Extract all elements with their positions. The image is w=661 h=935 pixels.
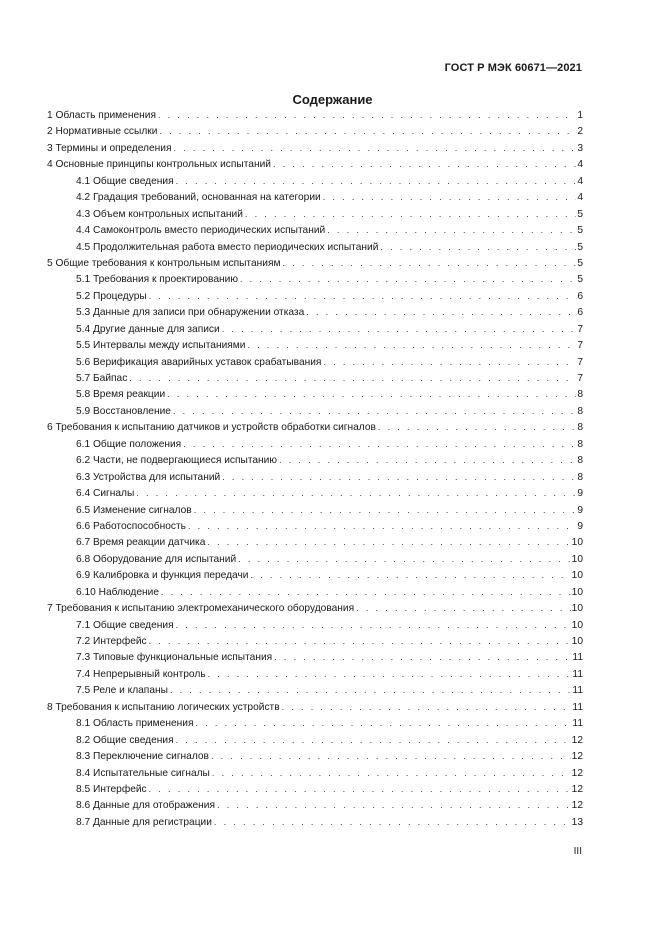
toc-entry[interactable] (47, 156, 583, 172)
toc-dot-leader (217, 797, 571, 813)
toc-entry-title: 7.4 Непрерывный контроль (76, 668, 206, 680)
toc-entry[interactable] (47, 469, 583, 485)
toc-entry-page: 10 (571, 537, 583, 549)
toc-dot-leader (207, 534, 570, 550)
toc-entry-title: 7.3 Типовые функциональные испытания (76, 652, 273, 664)
toc-entry[interactable] (47, 567, 583, 583)
toc-dot-leader (176, 732, 571, 748)
toc-entry[interactable] (47, 551, 583, 567)
toc-dot-leader (194, 502, 577, 518)
toc-dot-leader (240, 271, 576, 287)
toc-entry-title: 8.5 Интерфейс (76, 783, 147, 795)
toc-dot-leader (170, 682, 571, 698)
toc-entry-page: 9 (577, 488, 583, 500)
toc-entry-title: 4.2 Градация требований, основанная на категории (76, 192, 321, 204)
toc-entry-title: 7.1 Общие сведения (76, 619, 174, 631)
toc-entry-title: 6.7 Время реакции датчика (76, 537, 206, 549)
toc-dot-leader (222, 469, 576, 485)
toc-entry-page: 4 (577, 159, 583, 171)
toc-entry[interactable] (47, 386, 583, 402)
toc-entry-page: 10 (571, 570, 583, 582)
toc-entry-title: 6.5 Изменение сигналов (76, 504, 192, 516)
toc-entry-page: 6 (577, 290, 583, 302)
toc-dot-leader (323, 189, 577, 205)
toc-entry-page: 10 (571, 636, 583, 647)
toc-entry-page: 9 (577, 520, 583, 532)
toc-entry-page: 6 (577, 307, 583, 319)
toc-dot-leader (149, 633, 571, 649)
toc-entry-title: 8 Требования к испытанию логических устройств (47, 701, 280, 713)
toc-entry-title: 6.10 Наблюдение (76, 586, 160, 598)
toc-entry-title: 8.2 Общие сведения (76, 734, 174, 746)
toc-entry[interactable] (47, 452, 583, 468)
toc-entry-title: 5.4 Другие данные для записи (76, 323, 220, 335)
toc-dot-leader (211, 748, 571, 764)
toc-entry[interactable] (47, 715, 583, 731)
toc-entry[interactable] (47, 189, 583, 205)
toc-entry-page: 13 (571, 816, 583, 828)
toc-entry-title: 4 Основные принципы контрольных испытаний (47, 159, 271, 171)
toc-dot-leader (273, 156, 576, 172)
toc-dot-leader (251, 567, 571, 583)
document-code: ГОСТ Р МЭК 60671—2021 (444, 62, 582, 74)
toc-entry-page: 5 (577, 241, 583, 253)
toc-entry-page: 8 (577, 405, 583, 417)
toc-dot-leader (306, 304, 576, 320)
toc-entry[interactable] (47, 485, 583, 501)
toc-entry-title: 8.4 Испытательные сигналы (76, 767, 210, 779)
toc-entry-page: 10 (571, 586, 583, 598)
toc-entry-page: 4 (577, 192, 583, 204)
toc-entry[interactable] (47, 814, 583, 830)
toc-dot-leader (282, 699, 572, 715)
toc-dot-leader (158, 107, 576, 123)
toc-entry-page: 10 (571, 619, 583, 631)
toc-dot-leader (188, 518, 576, 534)
toc-entry[interactable] (47, 633, 583, 649)
toc-entry[interactable] (47, 600, 583, 616)
toc-entry-title: 5.6 Верификация аварийных уставок срабатывания (76, 356, 322, 368)
toc-entry-title: 6.6 Работоспособность (76, 520, 186, 532)
toc-entry-title: 6.9 Калибровка и функция передачи (76, 570, 249, 582)
toc-entry[interactable] (47, 354, 583, 370)
toc-entry-page: 3 (577, 142, 583, 154)
toc-entry[interactable] (47, 304, 583, 320)
toc-entry-title: 5.5 Интервалы между испытаниями (76, 340, 246, 352)
toc-entry[interactable] (47, 797, 583, 813)
toc-entry-page: 2 (577, 126, 583, 138)
toc-entry-page: 11 (572, 685, 583, 697)
toc-entry[interactable] (47, 337, 583, 353)
toc-dot-leader (129, 370, 576, 386)
toc-entry-title: 4.5 Продолжительная работа вместо периодических испытаний (76, 241, 379, 253)
toc-dot-leader (167, 386, 576, 402)
toc-entry-title: 6.1 Общие положения (76, 438, 182, 450)
toc-entry-title: 5.8 Время реакции (76, 389, 166, 401)
toc-entry[interactable] (47, 288, 583, 304)
toc-dot-leader (149, 288, 577, 304)
toc-entry[interactable] (47, 239, 583, 255)
toc-dot-leader (279, 452, 576, 468)
toc-dot-leader (245, 206, 576, 222)
toc-dot-leader (176, 173, 577, 189)
toc-entry[interactable] (47, 518, 583, 534)
toc-entry-page: 10 (571, 553, 583, 565)
toc-entry[interactable] (47, 271, 583, 287)
toc-dot-leader (378, 419, 576, 435)
toc-entry[interactable] (47, 321, 583, 337)
toc-entry-title: 5.9 Восстановление (76, 405, 171, 417)
toc-dot-leader (149, 781, 571, 797)
toc-dot-leader (274, 649, 571, 665)
toc-entry[interactable] (47, 206, 583, 222)
table-of-contents (47, 107, 583, 830)
toc-entry-page: 7 (577, 373, 583, 384)
toc-entry-page: 11 (572, 652, 583, 664)
toc-entry-page: 1 (577, 110, 583, 121)
page-number: III (573, 846, 582, 857)
toc-entry[interactable] (47, 666, 583, 682)
toc-entry-page: 5 (577, 225, 583, 237)
toc-entry-page: 11 (572, 718, 583, 730)
toc-entry-title: 8.3 Переключение сигналов (76, 751, 209, 763)
toc-entry-page: 5 (577, 208, 583, 220)
toc-entry-page: 5 (577, 257, 583, 269)
toc-entry-title: 4.4 Самоконтроль вместо периодических испытаний (76, 225, 326, 237)
toc-entry-title: 3 Термины и определения (47, 142, 172, 154)
toc-entry-page: 11 (572, 701, 583, 713)
toc-entry[interactable] (47, 107, 583, 123)
toc-entry[interactable] (47, 732, 583, 748)
toc-entry-page: 7 (577, 323, 583, 335)
toc-dot-leader (183, 436, 576, 452)
toc-entry[interactable] (47, 419, 583, 435)
toc-entry[interactable] (47, 534, 583, 550)
toc-dot-leader (173, 140, 576, 156)
toc-entry[interactable] (47, 436, 583, 452)
toc-entry-title: 7 Требования к испытанию электромеханического оборудования (47, 603, 355, 615)
toc-entry-page: 7 (577, 340, 583, 352)
toc-dot-leader (176, 617, 571, 633)
toc-dot-leader (356, 600, 571, 616)
toc-entry-title: 7.2 Интерфейс (76, 636, 147, 647)
toc-entry-page: 4 (577, 175, 583, 187)
toc-entry[interactable] (47, 748, 583, 764)
toc-dot-leader (159, 123, 576, 139)
toc-entry-title: 5.3 Данные для записи при обнаружении отказа (76, 307, 305, 319)
toc-entry[interactable] (47, 682, 583, 698)
toc-entry[interactable] (47, 370, 583, 386)
toc-dot-leader (212, 765, 571, 781)
toc-entry-page: 8 (577, 422, 583, 434)
toc-entry-title: 6.2 Части, не подвергающиеся испытанию (76, 455, 277, 467)
toc-entry-title: 4.1 Общие сведения (76, 175, 174, 187)
toc-entry-title: 8.1 Область применения (76, 718, 194, 730)
toc-dot-leader (282, 255, 576, 271)
toc-dot-leader (161, 584, 571, 600)
toc-entry-title: 2 Нормативные ссылки (47, 126, 158, 138)
toc-dot-leader (323, 354, 576, 370)
toc-entry-title: 5.2 Процедуры (76, 290, 147, 302)
toc-entry-title: 7.5 Реле и клапаны (76, 685, 168, 697)
toc-entry-page: 12 (571, 734, 583, 746)
toc-entry-title: 5 Общие требования к контрольным испытаниям (47, 257, 281, 269)
toc-entry[interactable] (47, 222, 583, 238)
toc-entry-title: 5.1 Требования к проектированию (76, 274, 238, 286)
toc-dot-leader (136, 485, 576, 501)
toc-entry-title: 1 Область применения (47, 110, 156, 121)
toc-dot-leader (173, 403, 576, 419)
toc-entry-page: 12 (571, 783, 583, 795)
toc-entry-page: 12 (571, 800, 583, 812)
toc-entry-page: 5 (577, 274, 583, 286)
toc-entry-page: 8 (577, 471, 583, 483)
toc-entry-page: 8 (577, 389, 583, 401)
toc-dot-leader (208, 666, 572, 682)
toc-dot-leader (214, 814, 571, 830)
toc-entry-page: 8 (577, 438, 583, 450)
toc-entry-title: 6.8 Оборудование для испытаний (76, 553, 237, 565)
toc-entry[interactable] (47, 781, 583, 797)
toc-entry-page: 12 (571, 767, 583, 779)
toc-entry-title: 6.3 Устройства для испытаний (76, 471, 221, 483)
toc-dot-leader (248, 337, 577, 353)
toc-entry-page: 9 (577, 504, 583, 516)
toc-entry-title: 6 Требования к испытанию датчиков и устройств обработки сигналов (47, 422, 376, 434)
toc-title (0, 92, 661, 107)
toc-entry[interactable] (47, 173, 583, 189)
toc-entry[interactable] (47, 699, 583, 715)
toc-title-text: Содержание (292, 92, 373, 107)
toc-dot-leader (222, 321, 577, 337)
toc-entry[interactable] (47, 140, 583, 156)
toc-entry-page: 7 (577, 356, 583, 368)
toc-entry[interactable] (47, 617, 583, 633)
toc-entry-page: 8 (577, 455, 583, 467)
toc-entry[interactable] (47, 584, 583, 600)
toc-entry-title: 5.7 Байпас (76, 373, 128, 384)
toc-entry-page: 11 (572, 668, 583, 680)
toc-entry[interactable] (47, 649, 583, 665)
toc-entry-title: 4.3 Объем контрольных испытаний (76, 208, 243, 220)
toc-entry[interactable] (47, 765, 583, 781)
toc-dot-leader (195, 715, 571, 731)
toc-entry-page: 10 (571, 603, 583, 615)
toc-entry-title: 6.4 Сигналы (76, 488, 135, 500)
toc-entry[interactable] (47, 255, 583, 271)
toc-dot-leader (238, 551, 570, 567)
toc-dot-leader (327, 222, 576, 238)
toc-entry-title: 8.7 Данные для регистрации (76, 816, 212, 828)
toc-entry-page: 12 (571, 751, 583, 763)
toc-entry[interactable] (47, 403, 583, 419)
toc-dot-leader (380, 239, 576, 255)
toc-entry-title: 8.6 Данные для отображения (76, 800, 216, 812)
toc-entry[interactable] (47, 502, 583, 518)
toc-entry[interactable] (47, 123, 583, 139)
